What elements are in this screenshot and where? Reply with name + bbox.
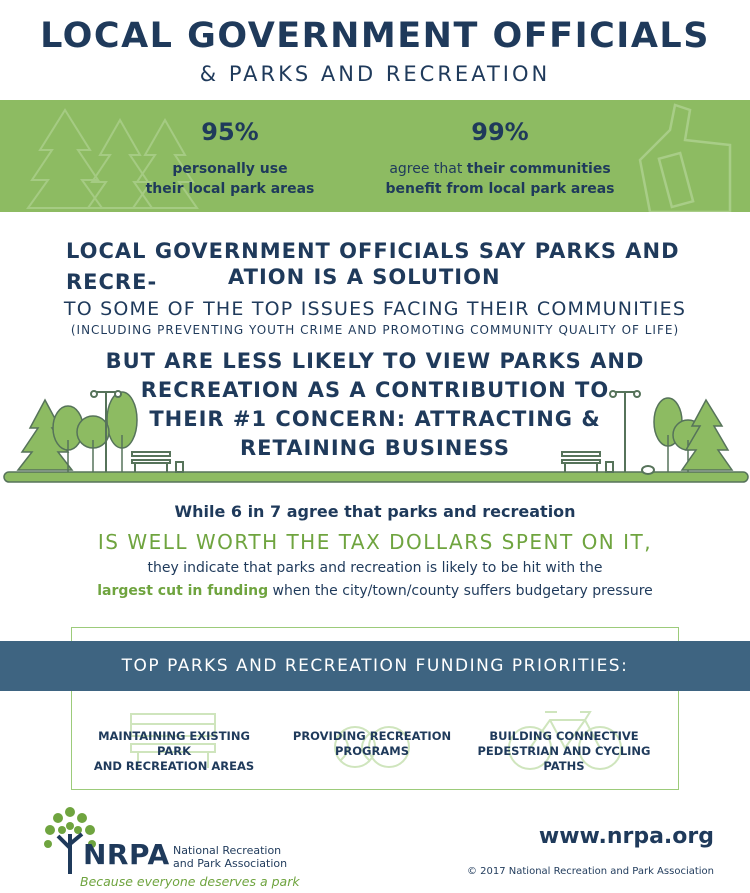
priority-item-1-line2: AND RECREATION AREAS [93, 759, 255, 773]
park-scene-illustration [0, 380, 750, 486]
tax-line4 [0, 583, 750, 599]
copyright-text: © 2017 National Recreation and Park Association [466, 866, 714, 877]
page-title: LOCAL GOVERNMENT OFFICIALS [40, 16, 710, 56]
priority-item-2-line1: PROVIDING RECREATION [292, 729, 452, 743]
website-link[interactable]: www.nrpa.org [538, 824, 714, 849]
stats-band [0, 100, 750, 212]
stat-value-2: 99% [471, 118, 529, 146]
right-lamp-icon [610, 391, 654, 474]
stat-value-1: 95% [201, 118, 259, 146]
tax-line1: While 6 in 7 agree that parks and recreation [174, 502, 576, 521]
priority-item-2 [290, 729, 454, 759]
concern-line3: THEIR #1 CONCERN: ATTRACTING & [149, 407, 601, 431]
stat-text-1 [130, 159, 330, 199]
stat-text-2-bold: their communities [466, 161, 611, 177]
stat-text-2 [370, 159, 630, 199]
right-bench-icon [562, 452, 613, 472]
left-bench-icon [132, 452, 183, 472]
priority-item-3-line1: BUILDING CONNECTIVE [489, 729, 639, 743]
ground-line [4, 472, 748, 482]
solution-heading-line2: ATION IS A SOLUTION [228, 265, 501, 289]
priorities-title: TOP PARKS AND RECREATION FUNDING PRIORITIES: [121, 656, 629, 676]
nrpa-org-line1: National Recreation [173, 844, 282, 857]
right-trees-icon [654, 398, 732, 472]
tax-line2: IS WELL WORTH THE TAX DOLLARS SPENT ON IT, [97, 530, 653, 554]
nrpa-logo-text: NRPA [83, 838, 170, 871]
stat-text-1-line2: their local park areas [145, 181, 315, 197]
priority-item-2-line2: PROGRAMS [335, 744, 409, 758]
nrpa-org-name [173, 844, 287, 870]
stat-text-2-pre: agree that [389, 161, 467, 177]
left-trees-icon [18, 392, 137, 472]
stat-text-1-line1: personally use [172, 161, 288, 177]
nrpa-org-line2: and Park Association [173, 857, 288, 870]
tax-line4-highlight: largest cut in funding [97, 583, 269, 599]
thumbs-up-icon [630, 100, 740, 212]
solution-heading-line1: LOCAL GOVERNMENT OFFICIALS SAY PARKS AND RECRE- [66, 239, 680, 294]
solution-line3: TO SOME OF THE TOP ISSUES FACING THEIR COMMUNITIES [63, 298, 687, 320]
nrpa-tagline: Because everyone deserves a park [80, 874, 300, 889]
tax-line3: they indicate that parks and recreation is likely to be hit with the [147, 560, 603, 576]
priority-item-3-line2: PEDESTRIAN AND CYCLING PATHS [477, 744, 651, 773]
concern-line4: RETAINING BUSINESS [239, 436, 510, 460]
priority-item-3 [462, 729, 666, 774]
page-subtitle: & PARKS AND RECREATION [199, 62, 551, 86]
concern-line1: BUT ARE LESS LIKELY TO VIEW PARKS AND [105, 349, 645, 373]
solution-line4: (INCLUDING PREVENTING YOUTH CRIME AND PROMOTING COMMUNITY QUALITY OF LIFE) [70, 323, 680, 337]
concern-line2: RECREATION AS A CONTRIBUTION TO [140, 378, 610, 402]
stat-text-2-line2: benefit from local park areas [385, 181, 615, 197]
priority-item-1 [86, 729, 262, 774]
tax-line4-rest: when the city/town/county suffers budgetary pressure [268, 583, 653, 599]
priority-item-1-line1: MAINTAINING EXISTING PARK [98, 729, 250, 758]
